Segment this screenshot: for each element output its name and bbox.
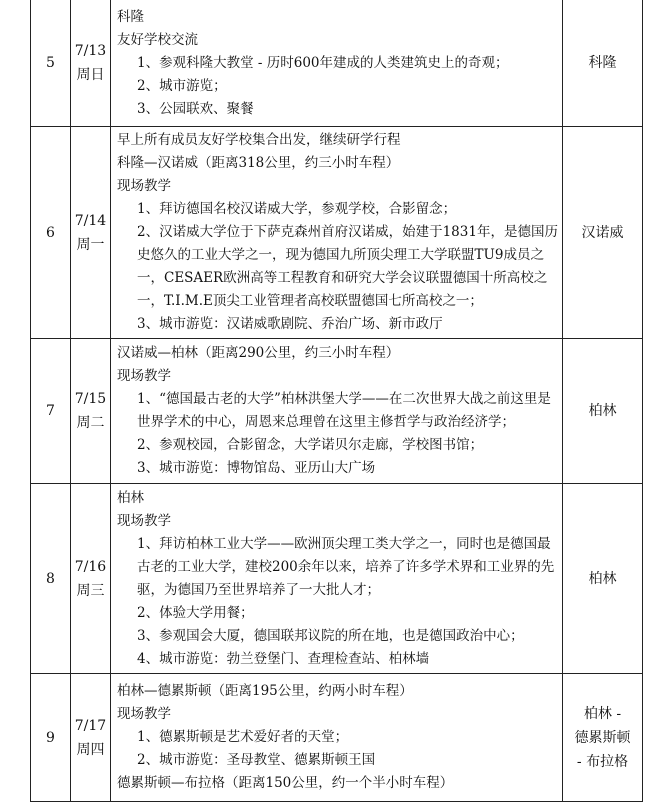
- content-line: 汉诺威—柏林（距离290公里，约三小时车程）: [117, 345, 400, 361]
- city-cell: [563, 0, 643, 127]
- content-line: 现场教学: [117, 368, 171, 384]
- day-number: 6: [31, 127, 71, 339]
- content-line: 科隆—汉诺威（距离318公里，约三小时车程）: [117, 155, 400, 171]
- list-item: 3、城市游览：博物馆岛、亚历山大广场: [137, 460, 376, 476]
- content-line: 早上所有成员友好学校集合出发，继续研学行程: [117, 132, 401, 148]
- content-line: 现场教学: [117, 706, 171, 722]
- list-item: 2、城市游览：圣母教堂、德累斯顿王国: [137, 752, 376, 768]
- list-item: 2、体验大学用餐；: [137, 604, 254, 621]
- city-name: 柏林: [588, 570, 617, 587]
- date: 7/14: [74, 212, 107, 229]
- table-row: [31, 674, 643, 802]
- date: 7/17: [74, 717, 107, 734]
- content-line: 现场教学: [117, 178, 171, 194]
- list-item: 2、城市游览；: [137, 77, 227, 94]
- date-cell: [71, 484, 111, 674]
- list-item: 1、拜访柏林工业大学——欧洲顶尖理工类大学之一，同时也是德国最古老的工业大学，建校200余年以来，培养了许多学术界和工业界的先驱，为德国乃至世界培养了一大批人才；: [137, 535, 555, 598]
- list-item: 4、城市游览：勃兰登堡门、查理检查站、柏林墙: [137, 650, 430, 667]
- itinerary-table: [30, 0, 643, 802]
- list-item: 3、参观国会大厦，德国联邦议院的所在地，也是德国政治中心；: [137, 627, 524, 644]
- city-name: 汉诺威: [581, 224, 624, 241]
- day-number: 7: [31, 339, 71, 484]
- content-line: 现场教学: [117, 512, 171, 529]
- date-cell: [71, 127, 111, 339]
- city-name: - 布拉格: [576, 753, 629, 770]
- weekday: 周日: [76, 67, 105, 83]
- city-name: 柏林: [588, 403, 617, 419]
- city-name: 柏林 -: [583, 705, 622, 722]
- schedule-content: [111, 127, 563, 339]
- city-cell: [563, 127, 643, 339]
- date: 7/13: [74, 43, 107, 59]
- list-item: 1、“德国最古老的大学”柏林洪堡大学——在二次世界大战之前这里是世界学术的中心，周恩来总理曾在这里主修哲学与政治经济学；: [137, 391, 551, 430]
- city-cell: [563, 339, 643, 484]
- list-item: 1、拜访德国名校汉诺威大学，参观学校，合影留念；: [137, 201, 457, 217]
- date-cell: [71, 339, 111, 484]
- weekday: 周三: [76, 582, 105, 599]
- content-line: 科隆: [117, 8, 144, 25]
- content-line: 柏林: [117, 489, 144, 506]
- city-name: 德累斯顿: [574, 729, 631, 746]
- schedule-content: [111, 0, 563, 127]
- content-line: 友好学校交流: [117, 31, 198, 48]
- day-number: 9: [31, 674, 71, 802]
- list-item: 1、参观科隆大教堂 - 历时600年建成的人类建筑史上的奇观；: [137, 54, 509, 71]
- weekday: 周四: [76, 741, 105, 758]
- table-row: [31, 484, 643, 674]
- date-cell: [71, 674, 111, 802]
- city-cell: [563, 484, 643, 674]
- date: 7/16: [74, 558, 107, 575]
- schedule-content: [111, 484, 563, 674]
- content-line: 柏林—德累斯顿（距离195公里，约两小时车程）: [117, 683, 413, 699]
- content-line: 德累斯顿—布拉格（距离150公里，约一个半小时车程）: [117, 775, 454, 791]
- table-row: [31, 127, 643, 339]
- day-number: 8: [31, 484, 71, 674]
- schedule-content: [111, 674, 563, 802]
- table-row: [31, 0, 643, 127]
- list-item: 3、公园联欢、聚餐: [137, 100, 254, 117]
- weekday: 周一: [76, 236, 105, 253]
- schedule-content: [111, 339, 563, 484]
- date-cell: [71, 0, 111, 127]
- day-number: 5: [31, 0, 71, 127]
- list-item: 2、参观校园，合影留念，大学诺贝尔走廊，学校图书馆；: [137, 437, 484, 453]
- list-item: 3、城市游览：汉诺威歌剧院、乔治广场、新市政厅: [137, 316, 443, 332]
- table-row: [31, 339, 643, 484]
- date: 7/15: [74, 391, 107, 407]
- list-item: 1、德累斯顿是艺术爱好者的天堂；: [137, 729, 349, 745]
- weekday: 周二: [76, 415, 105, 431]
- city-cell: [563, 674, 643, 802]
- list-item: 2、汉诺威大学位于下萨克森州首府汉诺威，始建于1831年，是德国历史悠久的工业大学之一，现为德国九所顶尖理工大学联盟TU9成员之一，CESAER欧洲高等工程教育和研究大学会议联盟德国十所高校之一，T.I.M.E顶尖工业管理者高校联盟德国七所高校之一；: [137, 224, 558, 309]
- city-name: 科隆: [588, 55, 617, 71]
